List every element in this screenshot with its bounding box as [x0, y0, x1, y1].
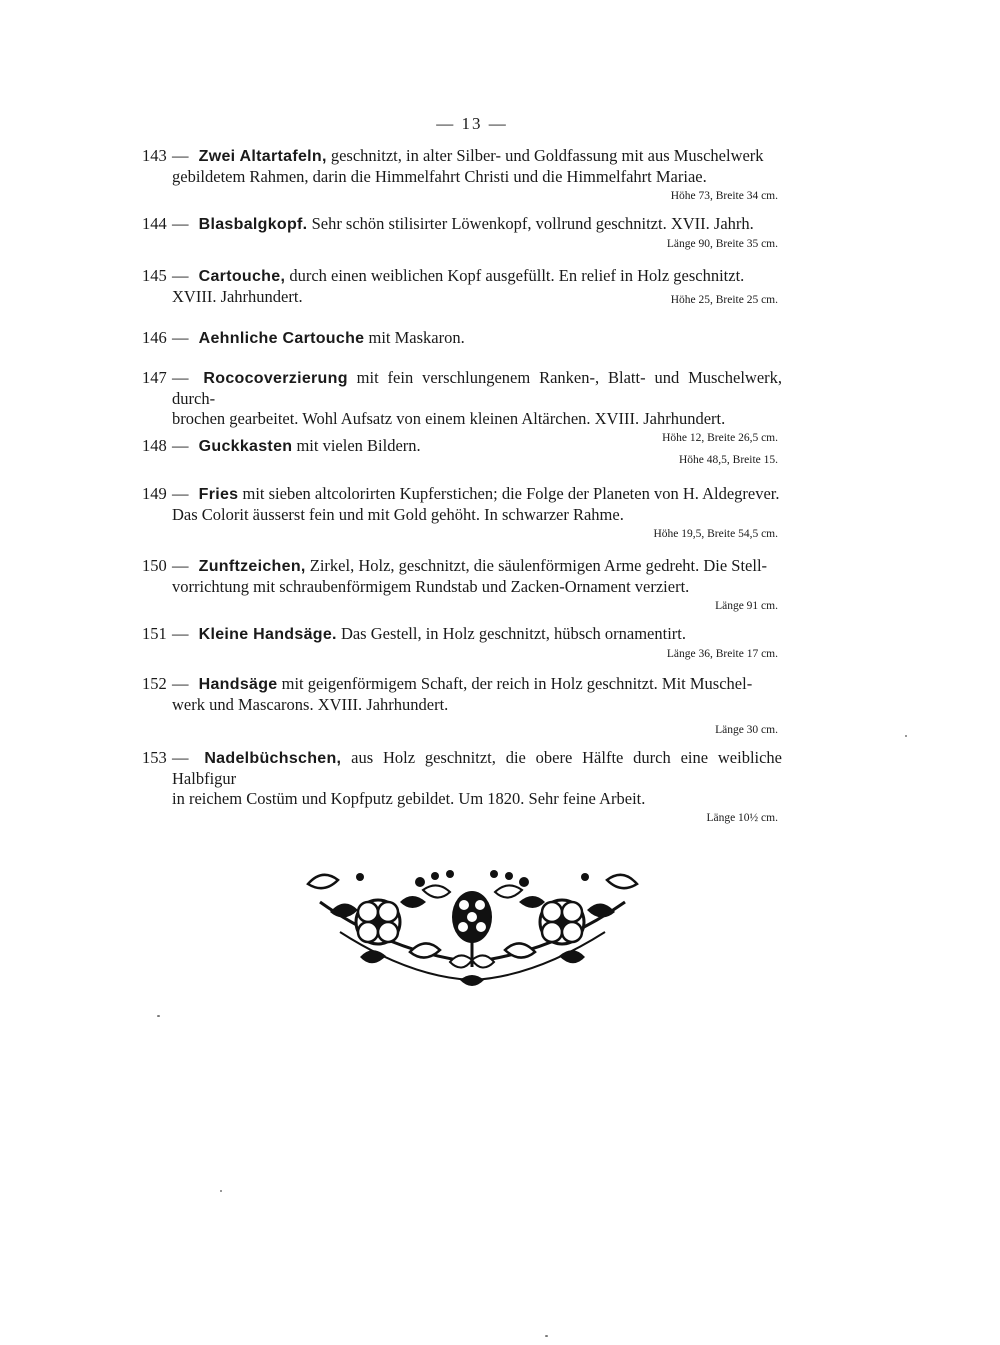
entry-number: 143	[142, 146, 167, 165]
entry-description-line: durch einen weiblichen Kopf ausgefüllt. En relief in Holz geschnitzt.	[289, 266, 745, 285]
catalog-entry-149	[142, 484, 782, 556]
entry-description-line: mit Maskaron.	[368, 328, 465, 347]
scan-speck	[545, 1335, 548, 1337]
entry-number: 147	[142, 368, 167, 387]
entry-title: Cartouche,	[198, 268, 286, 285]
entry-title: Zwei Altartafeln,	[198, 148, 327, 165]
catalog-entry-144	[142, 214, 782, 266]
entry-number: 153	[142, 748, 167, 767]
entry-title: Zunftzeichen,	[198, 558, 306, 575]
entry-number: 149	[142, 484, 167, 503]
catalog-entry-143	[142, 146, 782, 214]
catalog-list	[142, 146, 783, 824]
entry-dimensions: Länge 36, Breite 17 cm.	[666, 648, 778, 660]
catalog-entry-147	[142, 368, 783, 444]
entry-description-line: vorrichtung mit schraubenförmigem Rundstab und Zacken-Ornament verziert.	[172, 577, 690, 596]
catalog-entry-153	[142, 748, 783, 824]
entry-description-line: mit fein verschlungenem Ranken-, Blatt- und Muschelwerk, durch-	[172, 368, 783, 408]
catalog-entry-150	[142, 556, 782, 624]
entry-dash: —	[172, 624, 189, 643]
entry-description-line: Sehr schön stilisirter Löwenkopf, vollrund geschnitzt. XVII. Jahrh.	[311, 214, 754, 233]
entry-number: 148	[142, 436, 167, 455]
entry-dash: —	[172, 266, 189, 285]
entry-dimensions: Höhe 25, Breite 25 cm.	[670, 294, 778, 306]
entry-title: Guckkasten	[198, 438, 293, 455]
entry-description-line: Das Gestell, in Holz geschnitzt, hübsch ornamentirt.	[340, 624, 686, 643]
entry-title: Kleine Handsäge.	[198, 626, 337, 643]
entry-dimensions: Höhe 73, Breite 34 cm.	[670, 190, 778, 202]
entry-title: Fries	[198, 486, 239, 503]
entry-description-line: gebildetem Rahmen, darin die Himmelfahrt Christi und die Himmelfahrt Mariae.	[172, 167, 707, 186]
entry-number: 150	[142, 556, 167, 575]
entry-dash: —	[172, 674, 189, 693]
entry-number: 145	[142, 266, 167, 285]
entry-description-line: Das Colorit äusserst fein und mit Gold gehöht. In schwarzer Rahme.	[172, 505, 624, 524]
entry-description-line: aus Holz geschnitzt, die obere Hälfte durch eine weibliche Halbfigur	[172, 748, 783, 788]
entry-title: Aehnliche Cartouche	[198, 330, 365, 347]
entry-description-line: geschnitzt, in alter Silber- und Goldfassung mit aus Muschelwerk	[330, 146, 764, 165]
page-number: — 13 —	[436, 114, 508, 133]
entry-dash: —	[172, 556, 189, 575]
entry-description-line: werk und Mascarons. XVIII. Jahrhundert.	[172, 695, 449, 714]
scan-speck	[157, 1015, 160, 1017]
entry-title: Handsäge	[198, 676, 278, 693]
entry-dimensions: Höhe 48,5, Breite 15.	[678, 454, 778, 466]
entry-dimensions: Länge 10½ cm.	[706, 812, 778, 824]
entry-description-line: mit geigenförmigem Schaft, der reich in Holz geschnitzt. Mit Muschel-	[281, 674, 753, 693]
entry-number: 151	[142, 624, 167, 643]
entry-dash: —	[172, 214, 189, 233]
entry-dimensions: Höhe 12, Breite 26,5 cm.	[662, 432, 778, 444]
entry-dimensions: Länge 30 cm.	[715, 724, 778, 736]
entry-dash: —	[172, 436, 189, 455]
entry-dimensions: Länge 90, Breite 35 cm.	[666, 238, 778, 250]
entry-dash: —	[172, 146, 189, 165]
catalog-entry-146	[142, 328, 782, 368]
catalog-entry-145	[142, 266, 782, 328]
entry-dash: —	[172, 484, 189, 503]
floral-ornament-icon	[300, 862, 645, 992]
entry-title: Rococoverzierung	[203, 370, 348, 387]
entry-dimensions: Länge 91 cm.	[715, 600, 778, 612]
entry-dash: —	[172, 368, 189, 387]
scan-speck	[905, 735, 907, 737]
entry-dimensions: Höhe 19,5, Breite 54,5 cm.	[653, 528, 778, 540]
entry-title: Nadelbüchschen,	[204, 750, 342, 767]
catalog-entry-151	[142, 624, 782, 674]
entry-description-line: XVIII. Jahrhundert.	[172, 287, 303, 306]
entry-description-line: mit vielen Bildern.	[296, 436, 421, 455]
catalog-entry-148	[142, 436, 782, 484]
entry-number: 144	[142, 214, 167, 233]
entry-description-line: Zirkel, Holz, geschnitzt, die säulenförmigen Arme gedreht. Die Stell-	[309, 556, 768, 575]
entry-title: Blasbalgkopf.	[198, 216, 308, 233]
entry-description-line: mit sieben altcolorirten Kupferstichen; die Folge der Planeten von H. Aldegrever.	[242, 484, 780, 503]
entry-number: 152	[142, 674, 167, 693]
entry-description-line: brochen gearbeitet. Wohl Aufsatz von einem kleinen Altärchen. XVIII. Jahrhundert.	[172, 409, 726, 428]
entry-dash: —	[172, 748, 189, 767]
entry-description-line: in reichem Costüm und Kopfputz gebildet. Um 1820. Sehr feine Arbeit.	[172, 789, 646, 808]
entry-dash: —	[172, 328, 189, 347]
entry-number: 146	[142, 328, 167, 347]
scan-speck	[220, 1190, 222, 1192]
catalog-entry-152	[142, 674, 782, 748]
